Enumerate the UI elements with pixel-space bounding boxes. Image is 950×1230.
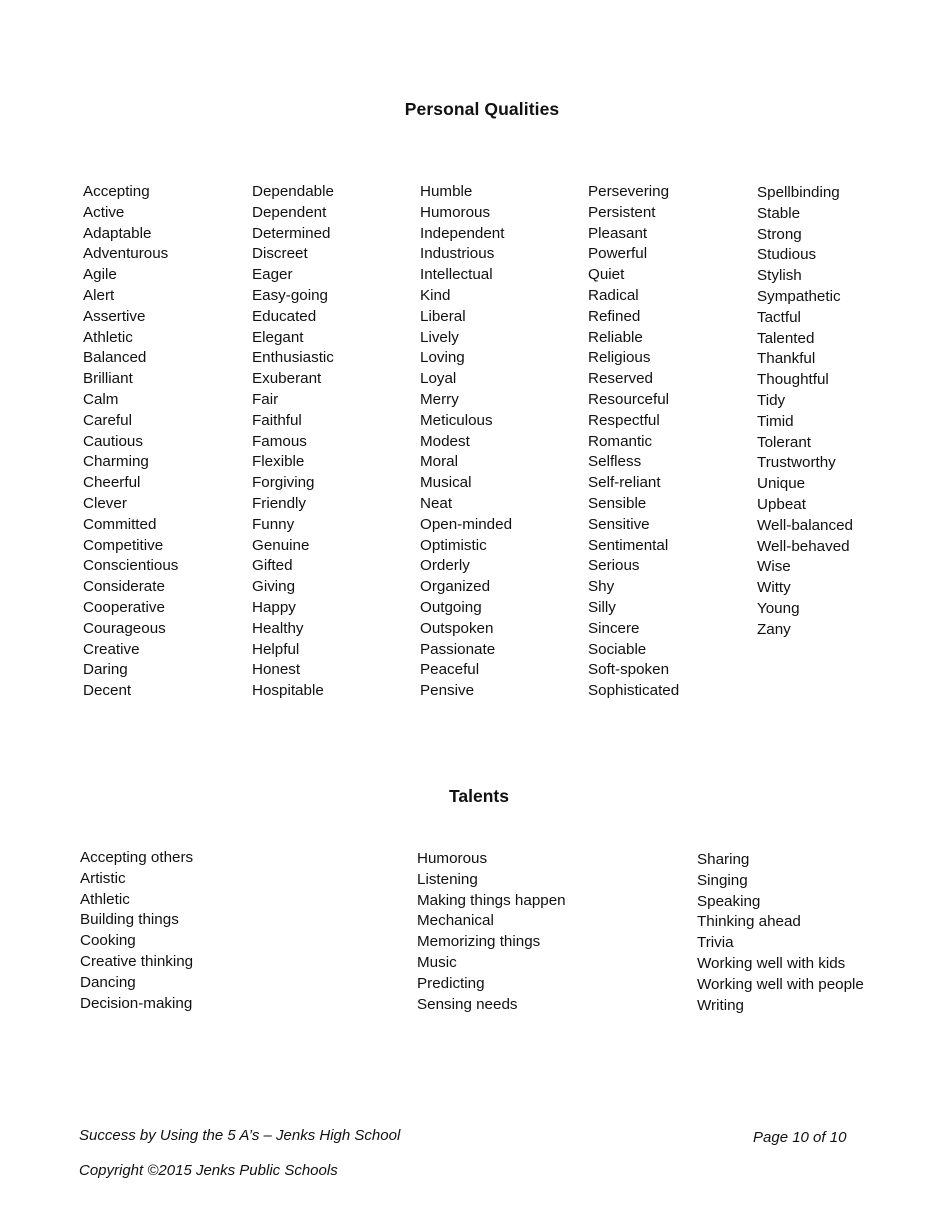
quality-item: Peaceful: [420, 661, 480, 679]
quality-item: Careful: [83, 411, 132, 429]
quality-item: Sincere: [588, 619, 640, 637]
quality-item: Enthusiastic: [252, 349, 334, 367]
quality-item: Dependent: [252, 203, 327, 221]
quality-item: Trustworthy: [757, 454, 836, 472]
quality-item: Competitive: [83, 536, 164, 554]
quality-item: Determined: [252, 224, 331, 242]
quality-item: Spellbinding: [757, 184, 840, 201]
talent-item: Writing: [697, 996, 744, 1014]
quality-item: Musical: [420, 474, 472, 492]
quality-item: Fair: [252, 390, 279, 408]
talent-item: Accepting others: [80, 849, 194, 866]
quality-item: Meticulous: [420, 411, 493, 429]
quality-item: Merry: [420, 390, 459, 408]
quality-item: Reserved: [588, 370, 653, 388]
quality-item: Friendly: [252, 494, 307, 512]
quality-item: Selfless: [588, 453, 642, 471]
quality-item: Assertive: [83, 307, 146, 325]
quality-item: Outspoken: [420, 619, 494, 637]
quality-item: Sensitive: [588, 515, 650, 533]
footer-document-title: Success by Using the 5 A’s – Jenks High School: [79, 1127, 401, 1144]
quality-item: Eager: [252, 266, 293, 284]
quality-item: Adventurous: [83, 245, 169, 263]
quality-item: Tactful: [757, 308, 801, 326]
quality-item: Outgoing: [420, 598, 482, 616]
quality-item: Decent: [83, 682, 132, 700]
talent-item: Artistic: [80, 869, 126, 887]
qualities-column-1: [83, 182, 178, 702]
quality-item: Serious: [588, 557, 640, 575]
quality-item: Optimistic: [420, 536, 487, 554]
quality-item: Unique: [757, 475, 806, 493]
quality-item: Pleasant: [588, 224, 648, 242]
quality-item: Accepting: [83, 183, 150, 200]
quality-item: Resourceful: [588, 390, 670, 408]
quality-item: Intellectual: [420, 266, 493, 284]
talent-item: Working well with people: [697, 975, 864, 993]
quality-item: Cautious: [83, 432, 143, 450]
talent-item: Decision-making: [80, 994, 193, 1012]
quality-item: Flexible: [252, 453, 305, 471]
quality-item: Courageous: [83, 619, 166, 637]
quality-item: Elegant: [252, 328, 304, 346]
quality-item: Organized: [420, 578, 491, 596]
quality-item: Balanced: [83, 349, 147, 367]
quality-item: Discreet: [252, 245, 308, 263]
quality-item: Helpful: [252, 640, 300, 658]
quality-item: Happy: [252, 598, 296, 616]
quality-item: Educated: [252, 307, 317, 325]
quality-item: Persistent: [588, 203, 656, 221]
quality-item: Well-balanced: [757, 516, 853, 534]
quality-item: Witty: [757, 579, 791, 597]
quality-item: Soft-spoken: [588, 661, 670, 679]
quality-item: Agile: [83, 266, 117, 284]
quality-item: Passionate: [420, 640, 496, 658]
quality-item: Sophisticated: [588, 682, 680, 700]
quality-item: Young: [757, 599, 800, 617]
quality-item: Talented: [757, 329, 815, 347]
talent-item: Thinking ahead: [697, 913, 801, 931]
footer-copyright: Copyright ©2015 Jenks Public Schools: [79, 1162, 338, 1179]
talent-item: Predicting: [417, 974, 485, 992]
quality-item: Persevering: [588, 183, 670, 200]
quality-item: Charming: [83, 453, 149, 471]
talent-item: Building things: [80, 911, 179, 929]
quality-item: Daring: [83, 661, 128, 679]
page-title: Personal Qualities: [404, 99, 560, 119]
talent-item: Sensing needs: [417, 995, 518, 1013]
talents-column-3: [697, 850, 864, 1016]
quality-item: Sentimental: [588, 536, 669, 554]
quality-item: Alert: [83, 286, 115, 304]
quality-item: Kind: [420, 286, 451, 304]
quality-item: Reliable: [588, 328, 643, 346]
quality-item: Upbeat: [757, 495, 806, 513]
talent-item: Trivia: [697, 934, 734, 952]
quality-item: Gifted: [252, 557, 293, 575]
talent-item: Sharing: [697, 851, 750, 868]
quality-item: Strong: [757, 225, 802, 243]
quality-item: Modest: [420, 432, 470, 450]
talent-item: Music: [417, 953, 457, 971]
quality-item: Stylish: [757, 267, 802, 285]
quality-item: Clever: [83, 494, 127, 512]
footer-page-number: Page 10 of 10: [753, 1129, 847, 1146]
talents-column-2: [417, 849, 566, 1015]
quality-item: Adaptable: [83, 224, 152, 242]
quality-item: Active: [83, 203, 125, 221]
talent-item: Memorizing things: [417, 933, 541, 951]
quality-item: Genuine: [252, 536, 310, 554]
quality-item: Well-behaved: [757, 537, 850, 555]
quality-item: Humorous: [420, 203, 491, 221]
qualities-column-2: [252, 182, 334, 702]
quality-item: Conscientious: [83, 557, 179, 575]
quality-item: Cheerful: [83, 474, 141, 492]
quality-item: Creative: [83, 640, 140, 658]
talent-item: Speaking: [697, 892, 761, 910]
talent-item: Dancing: [80, 973, 136, 991]
quality-item: Stable: [757, 204, 801, 222]
quality-item: Shy: [588, 578, 615, 596]
quality-item: Humble: [420, 183, 473, 200]
quality-item: Powerful: [588, 245, 648, 263]
quality-item: Loyal: [420, 370, 457, 388]
quality-item: Radical: [588, 286, 639, 304]
qualities-column-4: [588, 182, 679, 702]
quality-item: Wise: [757, 558, 791, 576]
quality-item: Orderly: [420, 557, 470, 575]
quality-item: Sensible: [588, 494, 647, 512]
quality-item: Athletic: [83, 328, 133, 346]
quality-item: Hospitable: [252, 682, 324, 700]
talent-item: Making things happen: [417, 891, 566, 909]
quality-item: Dependable: [252, 183, 334, 200]
quality-item: Forgiving: [252, 474, 315, 492]
quality-item: Zany: [757, 620, 791, 638]
talent-item: Creative thinking: [80, 952, 194, 970]
quality-item: Romantic: [588, 432, 653, 450]
quality-item: Studious: [757, 246, 817, 264]
talent-item: Singing: [697, 871, 748, 889]
quality-item: Thoughtful: [757, 371, 829, 389]
talent-item: Listening: [417, 870, 478, 888]
quality-item: Calm: [83, 390, 119, 408]
quality-item: Funny: [252, 515, 295, 533]
quality-item: Liberal: [420, 307, 466, 325]
quality-item: Industrious: [420, 245, 495, 263]
quality-item: Timid: [757, 412, 794, 430]
quality-item: Refined: [588, 307, 641, 325]
quality-item: Respectful: [588, 411, 660, 429]
quality-item: Silly: [588, 598, 616, 616]
quality-item: Honest: [252, 661, 301, 679]
quality-item: Sociable: [588, 640, 647, 658]
qualities-column-5: [757, 183, 853, 641]
quality-item: Quiet: [588, 266, 625, 284]
talent-item: Humorous: [417, 850, 488, 867]
quality-item: Self-reliant: [588, 474, 661, 492]
quality-item: Tolerant: [757, 433, 812, 451]
quality-item: Brilliant: [83, 370, 133, 388]
quality-item: Lively: [420, 328, 459, 346]
quality-item: Giving: [252, 578, 296, 596]
quality-item: Faithful: [252, 411, 302, 429]
qualities-column-3: [420, 182, 512, 702]
quality-item: Thankful: [757, 350, 816, 368]
quality-item: Open-minded: [420, 515, 513, 533]
quality-item: Loving: [420, 349, 465, 367]
quality-item: Independent: [420, 224, 505, 242]
quality-item: Pensive: [420, 682, 475, 700]
quality-item: Tidy: [757, 391, 786, 409]
quality-item: Committed: [83, 515, 157, 533]
quality-item: Healthy: [252, 619, 304, 637]
quality-item: Famous: [252, 432, 307, 450]
quality-item: Exuberant: [252, 370, 322, 388]
talent-item: Cooking: [80, 932, 136, 950]
quality-item: Neat: [420, 494, 453, 512]
quality-item: Sympathetic: [757, 287, 841, 305]
quality-item: Religious: [588, 349, 651, 367]
quality-item: Easy-going: [252, 286, 328, 304]
talent-item: Mechanical: [417, 912, 494, 930]
quality-item: Considerate: [83, 578, 165, 596]
quality-item: Moral: [420, 453, 458, 471]
talents-column-1: [80, 848, 193, 1014]
talent-item: Athletic: [80, 890, 130, 908]
talent-item: Working well with kids: [697, 954, 846, 972]
quality-item: Cooperative: [83, 598, 165, 616]
talents-title: Talents: [449, 786, 509, 806]
